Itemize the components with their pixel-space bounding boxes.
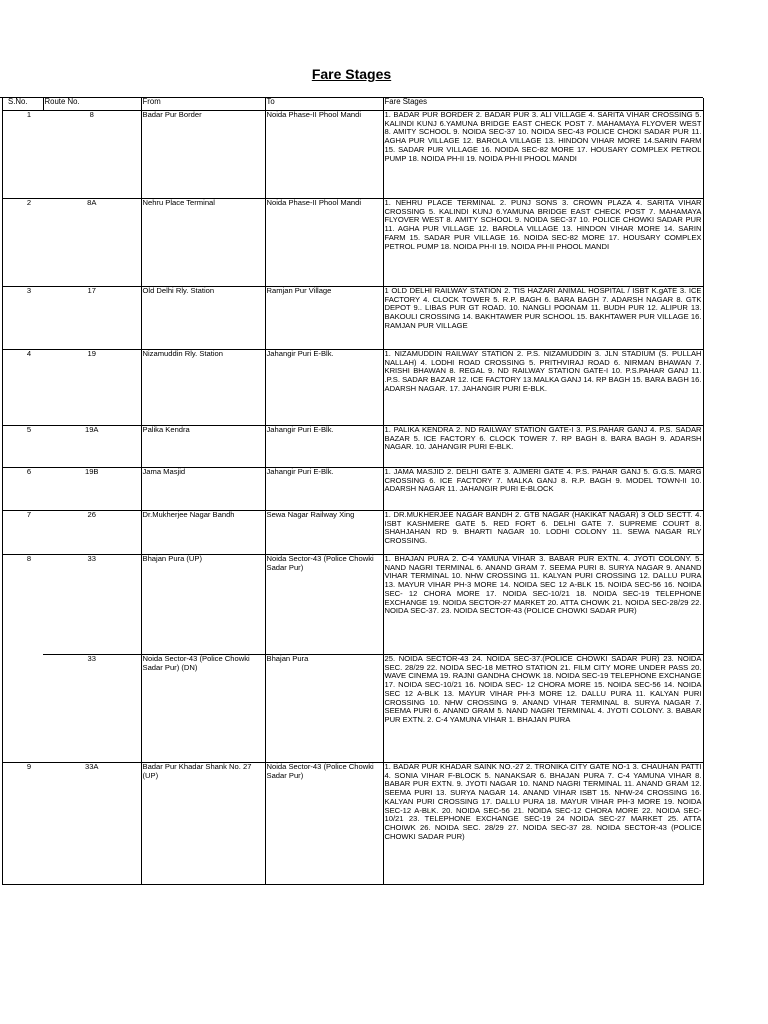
cell-route: 26	[43, 511, 141, 555]
cell-fare-stages: 25. NOIDA SECTOR-43 24. NOIDA SEC-37.(POLICE CHOWKI SADAR PUR) 23. NOIDA SEC. 28/29 22. NOIDA SEC-18 METRO STATION 21. FILM CITY MORE UNDER PASS 20. WAVE CINEMA 19. RAJNI GANDHA CHOWK 18. NOIDA SEC-19 TELEPHONE EXCHANGE 17. NOIDA SEC-10/21 16. NOIDA SEC- 12 CHORA MORE 15. NOIDA SEC-56 14. NOIDA SEC 12 A-BLK 13. MAYUR VIHAR PH-3 MORE 12. DALLU PURA 11. KALYAN PURI CROSSING 10. NHW CROSSING 9. ANAND VIHAR TERMINAL 8. SURYA NAGAR 7. SEEMA PURI 6. ANAND GRAM 5. NAND NAGRI TERMINAL 4. JYOTI COLONY. 3. BABAR PUR EXTN. 2. C-4 YAMUNA VIHAR 1. BHAJAN PURA	[383, 655, 703, 763]
cell-sno: 2	[2, 199, 43, 287]
header-from: From	[141, 98, 265, 111]
cell-route: 19	[43, 350, 141, 426]
cell-route: 19A	[43, 426, 141, 468]
cell-fare-stages: 1. PALIKA KENDRA 2. ND RAILWAY STATION GATE-I 3. P.S.PAHAR GANJ 4. P.S. SADAR BAZAR 5. ICE FACTORY 6. CLOCK TOWER 7. RP BAGH 8. BARA BAGH 9. ADARSH NAGAR. 10. JAHANGIR PURI E-BLK.	[383, 426, 703, 468]
cell-fare-stages: 1. BHAJAN PURA 2. C-4 YAMUNA VIHAR 3. BABAR PUR EXTN. 4. JYOTI COLONY. 5. NAND NAGRI TERMINAL 6. ANAND GRAM 7. SEEMA PURI 8. SURYA NAGAR 9. ANAND VIHAR TERMINAL 10. NHW CROSSING 11. KALYAN PURI CROSSING 12. DALLU PURA 13. MAYUR VIHAR PH-3 MORE 14. NOIDA SEC 12 A-BLK 15. NOIDA SEC-56 16. NOIDA SEC- 12 CHORA MORE 17. NOIDA SEC-10/21 18. NOIDA SEC-19 TELEPHONE EXCHANGE 19. NOIDA SECTOR-27 MARKET 20. ATTA CHOWK 21. NOIDA SEC-28/29 22. NOIDA SEC-37. 23. NOIDA SECTOR-43 (POLICE CHOWKI SADAR PUR)	[383, 555, 703, 655]
cell-from: Badar Pur Khadar Shank No. 27 (UP)	[141, 763, 265, 885]
table-row	[2, 199, 703, 287]
table-row	[2, 468, 703, 511]
table-row	[2, 511, 703, 555]
table-row	[2, 655, 703, 763]
cell-from: Jama Masjid	[141, 468, 265, 511]
table-row	[2, 555, 703, 655]
cell-sno: 4	[2, 350, 43, 426]
cell-route: 8	[43, 111, 141, 199]
cell-sno: 8	[26, 554, 32, 563]
header-to: To	[265, 98, 383, 111]
cell-to: Jahangir Puri E-Blk.	[265, 468, 383, 511]
cell-to: Sewa Nagar Railway Xing	[265, 511, 383, 555]
cell-fare-stages: 1. NEHRU PLACE TERMINAL 2. PUNJ SONS 3. CROWN PLAZA 4. SARITA VIHAR CROSSING 5. KALINDI KUNJ 6.YAMUNA BRIDGE EAST CHECK POST 7. MAHAMAYA FLYOVER WEST 8. AMITY SCHOOL 9. NOIDA SEC-37 10. POLICE CHOWKI SADAR PUR 11. AGHA PUR VILLAGE 12. BAROLA VILLAGE 13. HINDON VIHAR MORE 14. SARIN FARM 15. SADAR PUR VILLAGE 16. NOIDA SEC-82 MORE 17. HOUSARY COMPLEX PETROL PUMP 18. NOIDA PH-II 19. NOIDA PH-II PHOOL MANDI	[383, 199, 703, 287]
cell-fare-stages: 1. BADAR PUR KHADAR SAINK NO.-27 2. TRONIKA CITY GATE NO-1 3. CHAUHAN PATTI 4. SONIA VIHAR F-BLOCK 5. NANAKSAR 6. BHAJAN PURA 7. C-4 YAMUNA VIHAR 8. BABAR PUR EXTN. 9. JYOTI NAGAR 10. NAND NAGRI TERMINAL 11. ANAND GRAM 12. SEEMA PURI 13. SURYA NAGAR 14. ANAND VIHAR ISBT 15. NHW-24 CROSSING 16. KALYAN PURI CROSSING 17. DALLU PURA 18. MAYUR VIHAR PH-3 MORE 19. NOIDA SEC-12 A-BLK. 20. NOIDA SEC-56 21. NOIDA SEC-12 CHORA MORE 22. NOIDA SEC-10/21 23. TELEPHONE EXCHANGE SEC-19 24 NOIDA SEC-27 MARKET 25. ATTA CHOIWK 26. NOIDA SEC. 28/29 27. NOIDA SEC-37 28. NOIDA SECTOR-43 (POLICE CHOWKI SADAR PUR)	[383, 763, 703, 885]
cell-to: Noida Phase-II Phool Mandi	[265, 199, 383, 287]
cell-to: Jahangir Puri E-Blk.	[265, 426, 383, 468]
cell-to: Noida Phase-II Phool Mandi	[265, 111, 383, 199]
cell-to: Jahangir Puri E-Blk.	[265, 350, 383, 426]
page-title: Fare Stages	[311, 66, 392, 82]
cell-sno: 1	[2, 111, 43, 199]
table-row	[2, 426, 703, 468]
cell-from: Nizamuddin Rly. Station	[141, 350, 265, 426]
header-sno: S.No.	[2, 98, 43, 111]
cell-from: Noida Sector-43 (Police Chowki Sadar Pur) (DN)	[141, 655, 265, 763]
cell-fare-stages: 1. JAMA MASJID 2. DELHI GATE 3. AJMERI GATE 4. P.S. PAHAR GANJ 5. G.G.S. MARG CROSSING 6. ICE FACTORY 7. MALKA GANJ 8. R.P. BAGH 9. MODEL TOWN-II 10. ADARSH NAGAR 11. JAHANGIR PURI E-BLOCK	[383, 468, 703, 511]
cell-to: Noida Sector-43 (Police Chowki Sadar Pur)	[265, 555, 383, 655]
fare-stages-table	[2, 98, 704, 885]
table-row	[2, 763, 703, 885]
table-row	[2, 350, 703, 426]
cell-to: Noida Sector-43 (Police Chowki Sadar Pur)	[265, 763, 383, 885]
cell-route: 33	[43, 555, 141, 655]
cell-from: Dr.Mukherjee Nagar Bandh	[141, 511, 265, 555]
cell-from: Old Delhi Rly. Station	[141, 287, 265, 350]
cell-from: Palika Kendra	[141, 426, 265, 468]
header-row	[2, 98, 703, 111]
cell-sno	[2, 655, 43, 763]
cell-from: Nehru Place Terminal	[141, 199, 265, 287]
cell-route: 33	[43, 655, 141, 763]
header-route: Route No.	[43, 98, 141, 111]
table-row	[2, 287, 703, 350]
cell-fare-stages: 1 OLD DELHI RAILWAY STATION 2. TIS HAZARI ANIMAL HOSPITAL / ISBT K.gATE 3. ICE FACTORY 4. CLOCK TOWER 5. R.P. BAGH 6. BARA BAGH 7. ADARSH NAGAR 8. GTK DEPOT 9.. LIBAS PUR GT ROAD. 10. NANGLI POONAM 11. BUDH PUR 12. ALIPUR 13. BAKOULI CROSSING 14. BAKHTAWER PUR SCHOOL 15. BAKHTAWER PUR VILLAGE 16. RAMJAN PUR VILLAGE	[383, 287, 703, 350]
cell-sno: 9	[2, 763, 43, 885]
cell-to: Bhajan Pura	[265, 655, 383, 763]
cell-route: 17	[43, 287, 141, 350]
cell-route: 19B	[43, 468, 141, 511]
cell-sno: 7	[2, 511, 43, 555]
cell-sno: 6	[2, 468, 43, 511]
cell-route: 8A	[43, 199, 141, 287]
table-row	[2, 111, 703, 199]
cell-from: Bhajan Pura (UP)	[141, 555, 265, 655]
cell-to: Ramjan Pur Village	[265, 287, 383, 350]
cell-sno: 3	[2, 287, 43, 350]
cell-route: 33A	[43, 763, 141, 885]
cell-fare-stages: 1. NIZAMUDDIN RAILWAY STATION 2. P.S. NIZAMUDDIN 3. JLN STADIUM (S. PULLAH NALLAH) 4. LODHI ROAD CROSSING 5. PRITHVIRAJ ROAD 6. NIRMAN BHAWAN 7. KRISHI BHAWAN 8. REGAL 9. ND RAILWAY STATION GATE-I 10. P.S.PAHAR GANJ 11. .P.S. SADAR BAZAR 12. ICE FACTORY 13.MALKA GANJ 14. RP BAGH 15. BARA BAGH 16. ADARSH NAGAR. 17. JAHANGIR PURI E-BLK.	[383, 350, 703, 426]
cell-sno: 5	[2, 426, 43, 468]
cell-from: Badar Pur Border	[141, 111, 265, 199]
header-fare-stages: Fare Stages	[383, 98, 703, 111]
cell-fare-stages: 1. DR.MUKHERJEE NAGAR BANDH 2. GTB NAGAR (HAKIKAT NAGAR) 3 OLD SECTT. 4. ISBT KASHMERE GATE 5. RED FORT 6. DELHI GATE 7. SUPREME COURT 8. SHAHJAHAN RD 9. BHARTI NAGAR 10. LODHI COLONY 11. SEWA NAGAR RLY CROSSING.	[383, 511, 703, 555]
cell-fare-stages: 1. BADAR PUR BORDER 2. BADAR PUR 3. ALI VILLAGE 4. SARITA VIHAR CROSSING 5. KALINDI KUNJ 6.YAMUNA BRIDGE EAST CHECK POST 7. MAHAMAYA FLYOVER WEST 8. AMITY SCHOOL 9. NOIDA SEC-37 10. NOIDA SEC-43 POLICE CHOKI SADAR PUR 11. AGHA PUR VILLAGE 12. BAROLA VILLAGE 13. HINDON VIHAR MORE 14.SARIN FARM 15. SADAR PUR VILLAGE 16. NOIDA SEC-82 MORE 17. HOUSARY COMPLEX PETROL PUMP 18. NOIDA PH-II 19. NOIDA PH-II PHOOL MANDI	[383, 111, 703, 199]
